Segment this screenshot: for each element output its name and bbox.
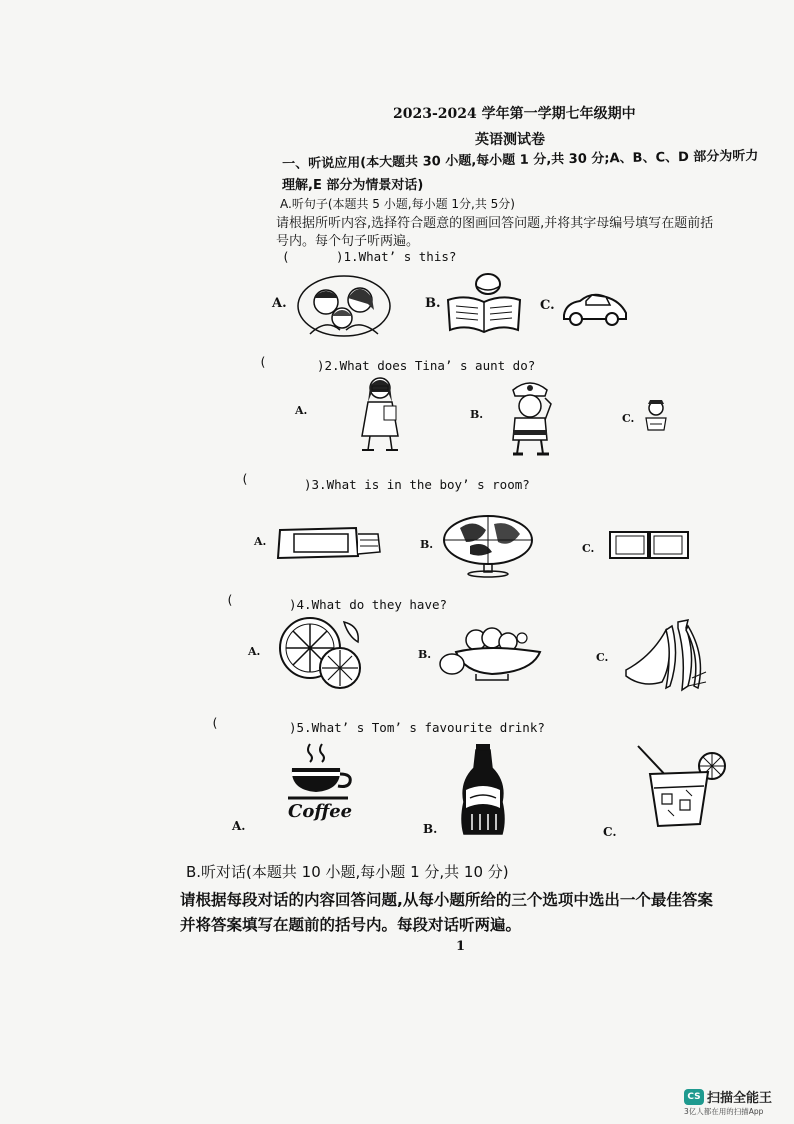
- open-book-picture: [606, 526, 692, 562]
- family-picture: [296, 274, 392, 344]
- q2-bracket: (: [259, 354, 267, 369]
- book-picture: [444, 272, 524, 336]
- camscanner-logo-icon: CS: [684, 1089, 704, 1105]
- exam-title: 2023-2024 学年第一学期七年级期中: [393, 106, 636, 122]
- q3-option-a: A.: [254, 535, 267, 548]
- q4-option-c: C.: [596, 651, 609, 664]
- oranges-picture: [274, 612, 374, 692]
- q2-text: )2.What does Tina’ s aunt do?: [317, 358, 536, 373]
- coffee-cup-picture: [286, 742, 356, 802]
- q4-text: )4.What do they have?: [289, 597, 448, 612]
- q2-option-c: C.: [622, 412, 635, 425]
- q1-text: )1.What’ s this?: [336, 249, 457, 264]
- cola-bottle-picture: [458, 742, 508, 838]
- q1-option-c: C.: [540, 298, 555, 313]
- part-b-instruction-line1: 请根据每段对话的内容回答问题,从每小题所给的三个选项中选出一个最佳答案: [180, 891, 713, 909]
- q1-option-a: A.: [272, 296, 287, 311]
- exam-subtitle: 英语测试卷: [475, 132, 545, 148]
- watermark-tagline: 3亿人都在用的扫描App: [684, 1107, 764, 1116]
- globe-picture: [440, 512, 536, 578]
- teacher-picture: [350, 376, 410, 452]
- fruit-bowl-picture: [436, 626, 542, 684]
- watermark-app-name: 扫描全能王: [707, 1091, 773, 1106]
- car-picture: [560, 291, 630, 327]
- section-heading-line2: 理解,E 部分为情景对话): [282, 178, 424, 193]
- page-number: 1: [456, 939, 466, 954]
- section-heading-line1: 一、听说应用(本大题共 30 小题,每小题 1 分,共 30 分;A、B、C、D 部分为听力: [282, 148, 759, 172]
- q2-option-b: B.: [470, 408, 484, 421]
- q5-bracket: (: [211, 715, 219, 730]
- part-a-instruction-line1: 请根据所听内容,选择符合题意的图画回答问题,并将其字母编号填写在题前括: [276, 216, 714, 231]
- q5-option-a: A.: [232, 819, 246, 833]
- q5-option-b: B.: [423, 822, 438, 836]
- coffee-label: Coffee: [288, 801, 353, 822]
- q2-option-a: A.: [295, 404, 308, 417]
- bananas-picture: [622, 616, 708, 694]
- part-b-instruction-line2: 并将答案填写在题前的括号内。每段对话听两遍。: [180, 916, 522, 934]
- q3-option-b: B.: [420, 538, 434, 551]
- q5-text: )5.What’ s Tom’ s favourite drink?: [289, 720, 545, 735]
- q4-option-b: B.: [418, 648, 432, 661]
- part-a-instruction-line2: 号内。每个句子听两遍。: [276, 234, 420, 249]
- q1-bracket: (: [282, 249, 290, 264]
- q3-text: )3.What is in the boy’ s room?: [304, 477, 530, 492]
- juice-glass-picture: [630, 744, 728, 830]
- q3-option-c: C.: [582, 542, 595, 555]
- computer-picture: [274, 522, 384, 562]
- part-a-title: A.听句子(本题共 5 小题,每小题 1分,共 5分): [280, 197, 515, 211]
- q4-option-a: A.: [248, 645, 261, 658]
- part-b-title: B.听对话(本题共 10 小题,每小题 1 分,共 10 分): [186, 863, 509, 881]
- police-officer-picture: [505, 378, 555, 456]
- doctor-picture: [640, 398, 672, 434]
- q5-option-c: C.: [603, 825, 617, 839]
- q4-bracket: (: [226, 592, 234, 607]
- q3-bracket: (: [241, 471, 249, 486]
- q1-option-b: B.: [425, 296, 441, 311]
